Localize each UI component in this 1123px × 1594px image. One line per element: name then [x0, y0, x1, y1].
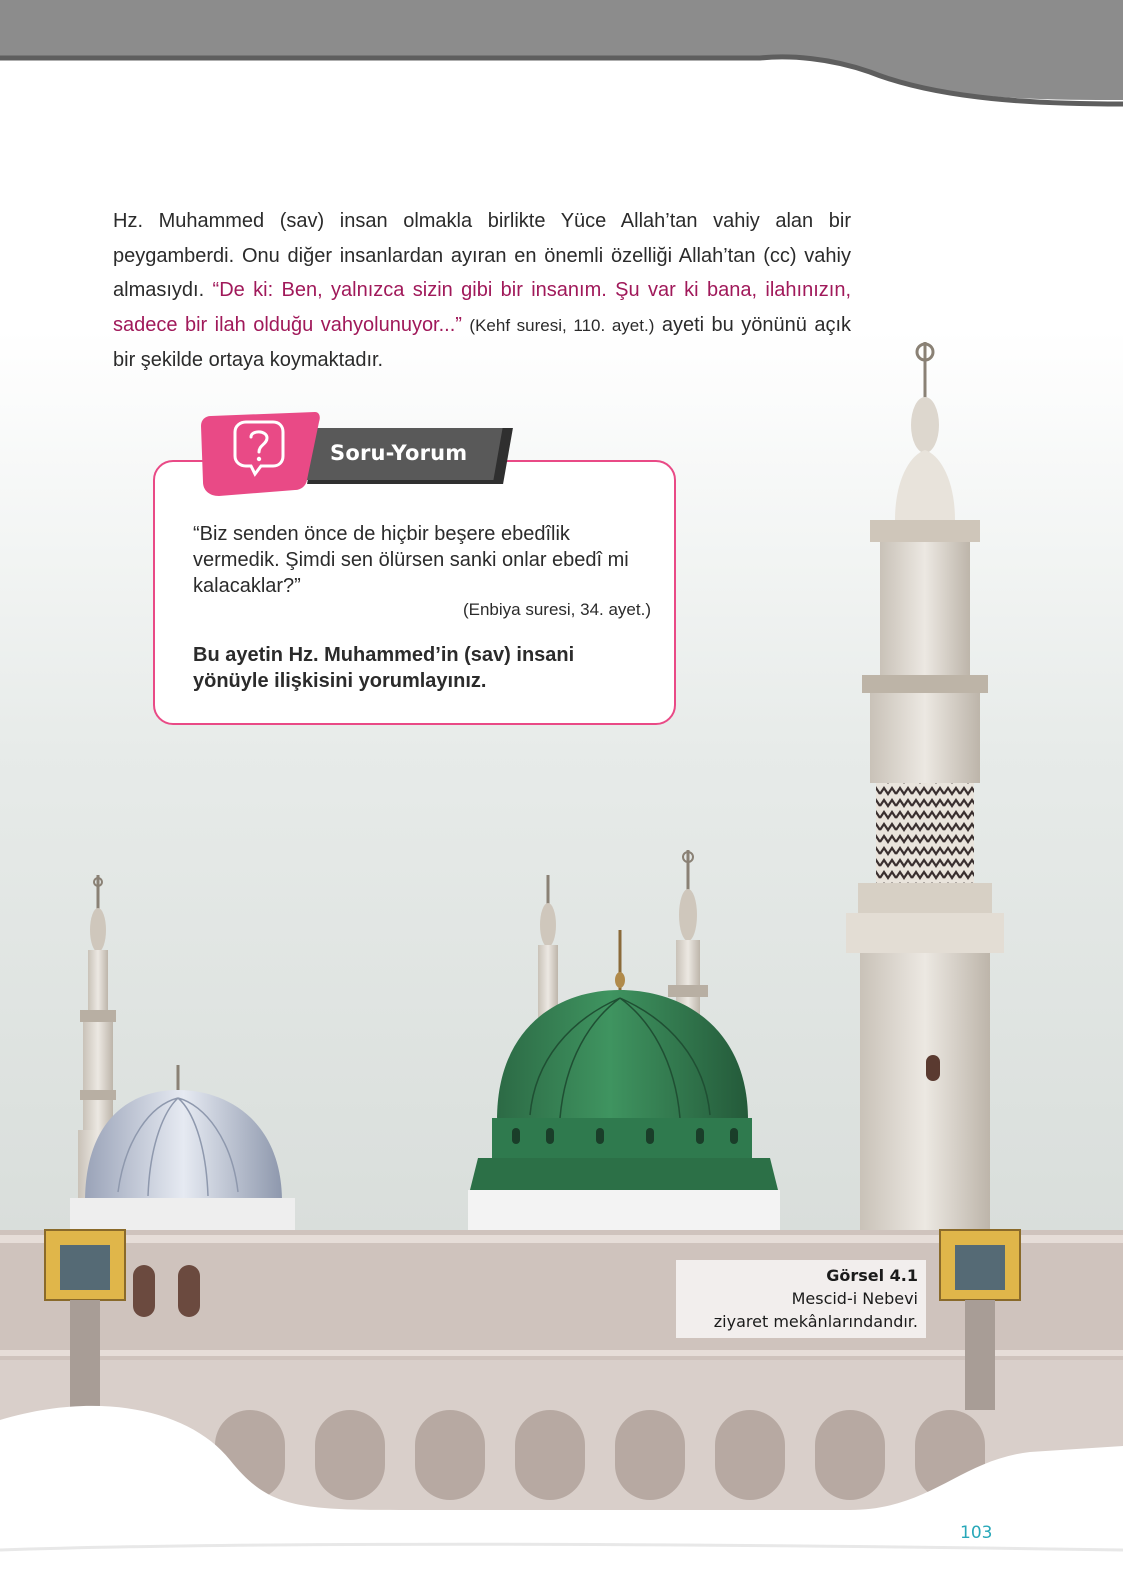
caption-line-2: ziyaret mekânlarındandır. [713, 1312, 918, 1331]
figure-caption [676, 1260, 926, 1338]
question-bubble-icon [197, 410, 322, 498]
intro-text-before: Hz. Muhammed (sav) insan olmakla birlikte Yüce Allah’tan vahiy alan bir peygamberdi. Onu diğer insanlardan ayıran en önemli özelliği Allah’tan (cc) vahiy almasıydı. [113, 210, 851, 301]
soru-yorum-question: Bu ayetin Hz. Muhammed’in (sav) insani yönüyle ilişkisini yorumlayınız. [193, 644, 575, 692]
footer-wave [0, 1400, 1123, 1594]
enbiya-source: (Enbiya suresi, 34. ayet.) [462, 600, 651, 619]
caption-line-1: Mescid-i Nebevi [791, 1289, 918, 1308]
enbiya-quote: “Biz senden önce de hiçbir beşere ebedîlik vermedik. Şimdi sen ölürsen sanki onlar ebedî mi kalacaklar?” [193, 523, 629, 597]
soru-yorum-label: Soru-Yorum [330, 441, 468, 465]
intro-paragraph [113, 204, 851, 378]
kehf-verse: “De ki: Ben, yalnızca sizin gibi bir insanım. Şu var ki bana, ilahınızın, sadece bir ilah olduğu vahyolunuyor...” [113, 279, 851, 336]
header-band [0, 0, 1123, 120]
intro-text-after: ayeti bu yönünü açık bir şekilde ortaya koymaktadır. [113, 313, 852, 371]
verse-reference: (Kehf suresi, 110. ayet.) [469, 315, 655, 335]
page-number: 103 [960, 1523, 993, 1543]
caption-title: Görsel 4.1 [826, 1266, 918, 1285]
